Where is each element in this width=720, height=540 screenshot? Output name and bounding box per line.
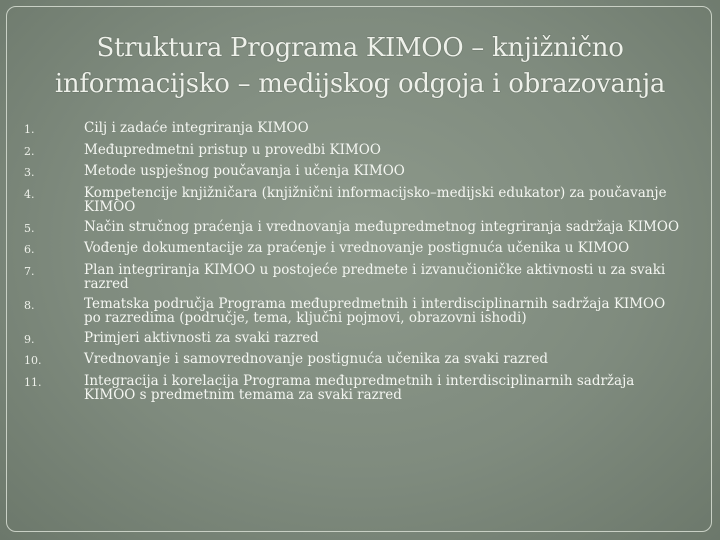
list-item xyxy=(24,331,684,348)
list-text: Tematska područja Programa međupredmetnih i interdisciplinarnih sadržaja KIMOO po razredima (područje, tema, ključni pojmovi, obrazovni ishodi) xyxy=(84,295,666,326)
list-number: 3. xyxy=(24,166,35,179)
title-line-2: informacijsko – medijskog odgoja i obrazovanja xyxy=(54,69,666,99)
list-text: Plan integriranja KIMOO u postojeće predmete i izvanučioničke aktivnosti u za svaki razred xyxy=(84,261,666,292)
list-text: Vođenje dokumentacije za praćenje i vrednovanje postignuća učenika u KIMOO xyxy=(84,240,630,256)
list-text: Međupredmetni pristup u provedbi KIMOO xyxy=(84,141,381,158)
list-text: Način stručnog praćenja i vrednovanja međupredmetnog integriranja sadržaja KIMOO xyxy=(84,218,680,235)
list-number: 1. xyxy=(24,123,35,136)
list-item xyxy=(24,143,684,160)
list-item xyxy=(24,263,684,292)
list-number: 11. xyxy=(24,375,42,389)
list-text: Metode uspješnog poučavanja i učenja KIMOO xyxy=(84,163,405,179)
list-item xyxy=(24,297,684,326)
list-number: 8. xyxy=(24,298,35,312)
list-item xyxy=(24,164,684,181)
list-text: Vrednovanje i samovrednovanje postignuća učenika za svaki razred xyxy=(84,351,549,367)
slide-title xyxy=(30,30,690,102)
list-number: 10. xyxy=(24,354,42,367)
title-line-1: Struktura Programa KIMOO – knjižnično xyxy=(96,33,624,63)
list-text: Cilj i zadaće integriranja KIMOO xyxy=(84,120,309,136)
list-number: 5. xyxy=(24,221,35,235)
list-item xyxy=(24,186,684,215)
list-text: Kompetencije knjižničara (knjižnični informacijsko–medijski edukator) za poučavanje KIMOO xyxy=(84,184,667,215)
content-list xyxy=(24,121,684,408)
list-number: 4. xyxy=(24,187,35,201)
list-item xyxy=(24,121,684,138)
list-number: 2. xyxy=(24,144,35,158)
list-text: Integracija i korelacija Programa međupredmetnih i interdisciplinarnih sadržaja KIMOO s predmetnim temama za svaki razred xyxy=(84,372,635,403)
list-number: 9. xyxy=(24,332,35,346)
list-number: 6. xyxy=(24,243,35,256)
list-text: Primjeri aktivnosti za svaki razred xyxy=(84,329,319,346)
list-item xyxy=(24,352,684,369)
list-item xyxy=(24,220,684,237)
list-item xyxy=(24,374,684,403)
list-number: 7. xyxy=(24,264,35,278)
list-item xyxy=(24,241,684,258)
